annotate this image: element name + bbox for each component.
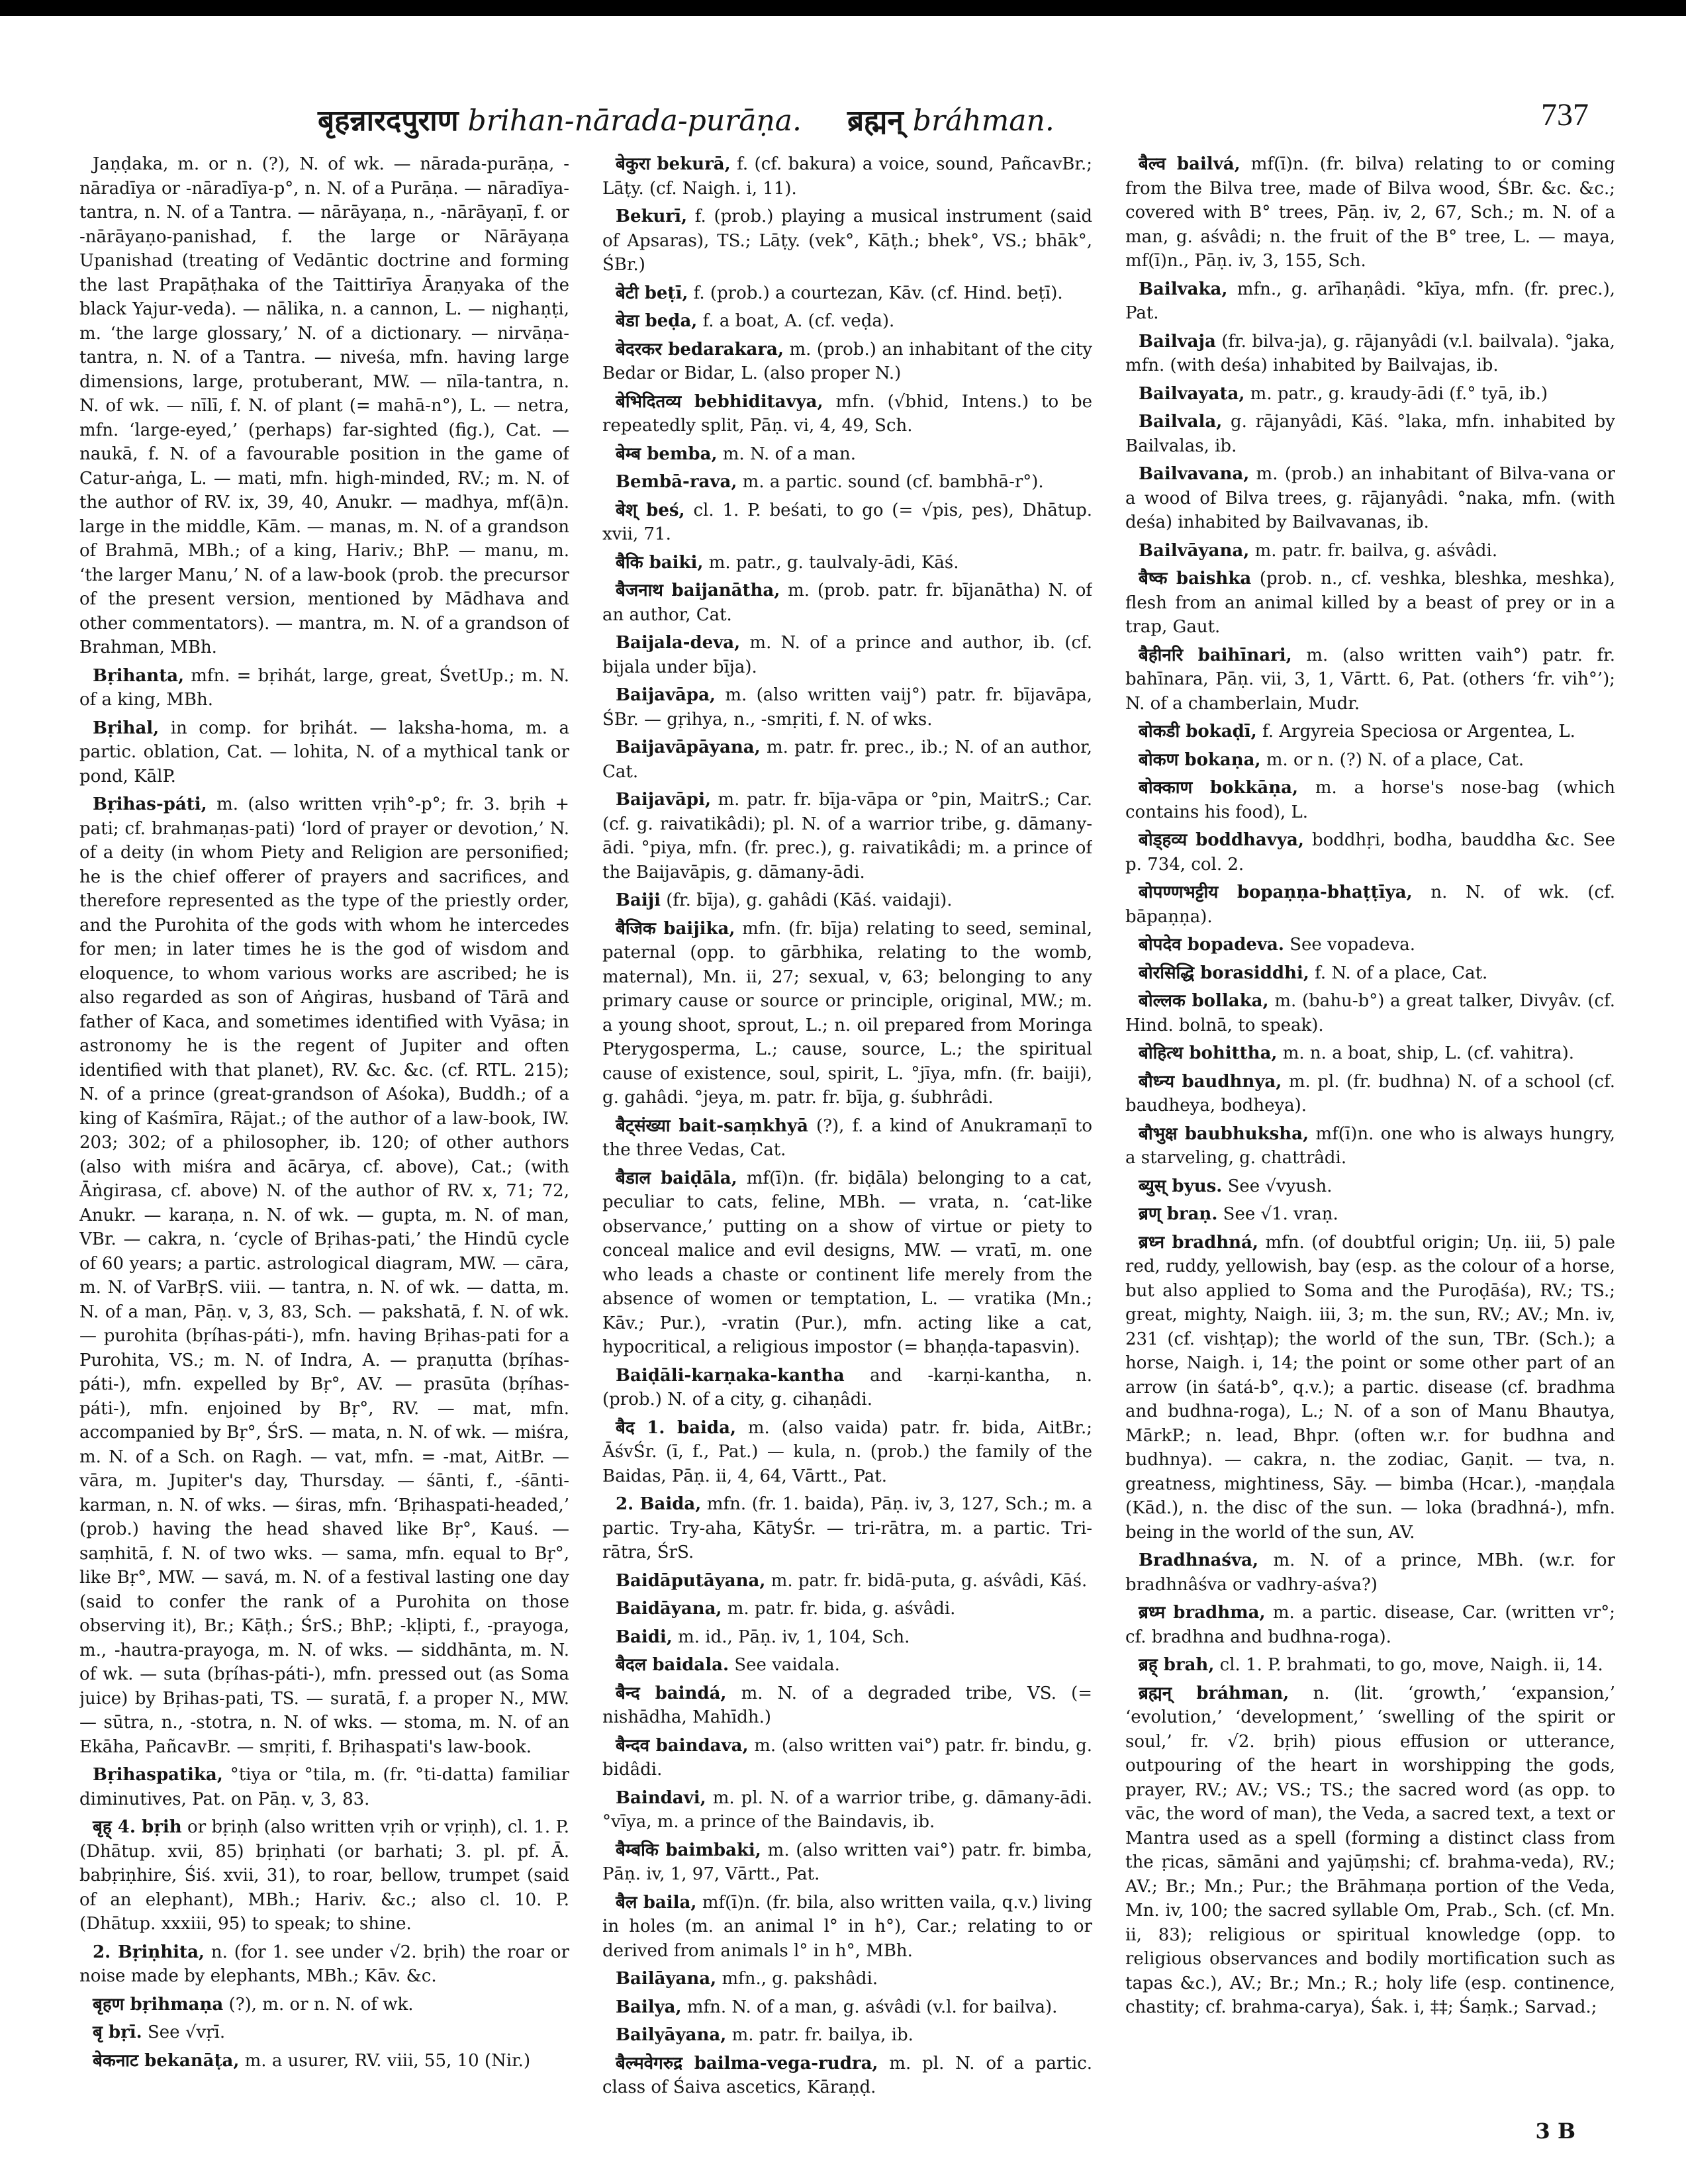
dictionary-entry	[79, 1815, 569, 1936]
header-center-devanagari: ब्रह्मन्	[847, 104, 904, 138]
entry-text: m. pl. (fr. budhna) N. of a school (cf. baudheya, bodheya).	[1125, 1071, 1615, 1116]
dictionary-entry	[602, 1786, 1092, 1834]
entry-headword: बैद 1. baida,	[616, 1417, 737, 1438]
dictionary-entry	[1125, 933, 1615, 957]
dictionary-entry	[1125, 1682, 1615, 2020]
column-middle	[602, 152, 1092, 2132]
dictionary-entry	[79, 664, 569, 712]
entry-headword: 2. Bṛiṇhita,	[93, 1942, 205, 1962]
header-left-translit: brihan-nārada-purāṇa.	[467, 104, 802, 138]
entry-text: m. patr. fr. bidā-puta, g. aśvâdi, Kāś.	[771, 1570, 1088, 1591]
dictionary-entry	[602, 1114, 1092, 1163]
entry-text: or bṛiṇh (also written vṛih or vṛiṇh), cl. 1. P. (Dhātup. xvii, 85) bṛiṇhati (or barhati; 3. pl. pf. Ā. babṛiṇhire, Śiś. xvii, 31), to roar, bellow, trumpet (said of an elephant), MBh.; Hariv. &c.; also cl. 10. P. (Dhātup. xxxiii, 95) to speak; to shine.	[79, 1817, 569, 1934]
dictionary-entry	[602, 551, 1092, 575]
entry-headword: Bailvaja	[1139, 331, 1216, 352]
entry-headword: बैल baila,	[616, 1892, 697, 1913]
dictionary-entry	[602, 1653, 1092, 1678]
dictionary-entry	[602, 1569, 1092, 1593]
entry-headword: Baidāyana,	[616, 1599, 722, 1619]
entry-text: mf(ī)n. one who is always hungry, a starveling, g. chattrâdi.	[1125, 1123, 1615, 1168]
entry-headword: Bailyāyana,	[616, 2025, 727, 2045]
entry-text: f. Argyreia Speciosa or Argentea, L.	[1262, 722, 1575, 741]
entry-headword: Bailvala,	[1139, 412, 1223, 432]
entry-text: m. N. of a man.	[722, 444, 857, 464]
dictionary-entry	[602, 442, 1092, 467]
entry-headword: Baidāputāyana,	[616, 1570, 766, 1591]
dictionary-entry	[602, 1891, 1092, 1964]
entry-headword: बैन्दव baindava,	[616, 1735, 749, 1756]
entry-headword: Baijavāpa,	[616, 685, 716, 705]
dictionary-entry	[602, 1597, 1092, 1621]
entry-text: n. (lit. ‘growth,’ ‘expansion,’ ‘evolution,’ ‘development,’ ‘swelling of the spirit or soul,’ fr. √2. bṛih) pious effusion or utterance, outpouring of the heart in worshipping the gods, prayer, RV.; AV.; VS.; TS.; the sacred word (as opp. to vāc, the word of man), the Veda, a sacred text, a text or Mantra used as a spell (forming a distinct class from the ṛicas, sāmāni and yajūṃshi; cf. brahma-veda), RV.; AV.; Br.; Mn.; Pur.; the Brāhmaṇa portion of the Veda, Mn. iv, 100; the sacred syllable Om, Prab., Sch. (cf. Mn. ii, 83); religious or spiritual knowledge (opp. to religious observances and bodily mortification such as tapas &c.), AV.; Br.; Mn.; R.; holy life (esp. continence, chastity; cf. brahma-carya), Śak. i, ‡‡; Śaṃk.; Sarvad.;	[1125, 1683, 1615, 2017]
entry-headword: Bṛihal,	[93, 718, 160, 738]
header-left-devanagari: बृहन्नारदपुराण	[318, 104, 459, 138]
dictionary-entry	[1125, 462, 1615, 535]
entry-text: and -karṇi-kantha, n. (prob.) N. of a city, g. cihaṇâdi.	[602, 1365, 1092, 1409]
entry-text: m. a partic. disease, Car. (written vr°; cf. bradhna and budhna-roga).	[1125, 1603, 1615, 1647]
entry-headword: बैकि baiki,	[616, 552, 704, 573]
entry-headword: बेकनाट bekanāṭa,	[93, 2050, 240, 2071]
entry-text: cl. 1. P. beśati, to go (= √pis, pes), Dhātup. xvii, 71.	[602, 500, 1092, 544]
entry-headword: बोकडी bokaḍī,	[1139, 722, 1257, 741]
entry-text: mfn., g. pakshâdi.	[722, 1969, 878, 1989]
dictionary-entry	[1125, 989, 1615, 1037]
entry-text: m. (also written vaih°) patr. fr. bahīnara, Pāṇ. vii, 3, 1, Vārtt. 6, Pat. (others ‘fr. vih°’); N. of a chamberlain, Mudr.	[1125, 645, 1615, 714]
entry-headword: Bembā-rava,	[616, 472, 737, 492]
entry-text: f. (cf. bakura) a voice, sound, PañcavBr.; Lāṭy. (cf. Naigh. i, 11).	[602, 154, 1092, 199]
dictionary-entry	[1125, 1653, 1615, 1678]
entry-headword: Baiji	[616, 890, 661, 910]
header-center-running-head	[847, 99, 1054, 139]
entry-headword: Bradhnaśva,	[1139, 1550, 1258, 1570]
entry-text: (?), m. or n. N. of wk.	[228, 1994, 414, 2015]
entry-headword: बृह् 4. bṛih	[93, 1817, 182, 1837]
entry-headword: बेटी beṭī,	[616, 283, 688, 303]
entry-text: m. (also written vṛih°-p°; fr. 3. bṛih + pati; cf. brahmaṇas-pati) ‘lord of prayer or devotion,’ N. of a deity (in whom Piety and Religion are personified; he is the chief offerer of prayers and sacrifices, and therefore represented as the type of the priestly order, and the Purohita of the gods with whom he intercedes for men; in later times he is the god of wisdom and eloquence, to whom various works are ascribed; he is also regarded as son of Aṅgiras, husband of Tārā and father of Kaca, and sometimes identified with Vyāsa; in astronomy he is the regent of Jupiter and often identified with that planet), RV. &c. &c. (cf. RTL. 215); N. of a prince (great-grandson of Aśoka), Buddh.; of a king of Kaśmīra, Rājat.; of the author of a law-book, IW. 203; 302; of a philosopher, ib. 120; of other authors (also with miśra and ācārya, cf. above), Cat.; (with Āṅgirasa, cf. above) N. of the author of RV. x, 71; 72, Anukr. — karaṇa, n. N. of wk. — gupta, m. N. of man, VBr. — cakra, n. ‘cycle of Bṛihas-pati,’ the Hindū cycle of 60 years; a partic. astrological diagram, MW. — cāra, m. N. of VarBṛS. viii. — tantra, n. N. of wk. — datta, m. N. of a man, Pāṇ. v, 3, 83, Sch. — pakshatā, f. N. of wk. — purohita (bṛíhas-páti-), mfn. having Bṛihas-pati for a Purohita, VS.; m. N. of Indra, A. — praṇutta (bṛíhas-páti-), mfn. expelled by Bṛ°, AV. — prasūta (bṛíhas-páti-), mfn. enjoined by Bṛ°, RV. — mat, mfn. accompanied by Bṛ°, ŚrS. — mata, n. N. of wk. — miśra, m. N. of a Sch. on Ragh. — vat, mfn. = -mat, AitBr. — vāra, m. Jupiter's day, Thursday. — śānti, f., -śānti-karman, n. N. of wks. — śiras, mfn. ‘Bṛihaspati-headed,’ (prob.) having the head shaved like Bṛ°, Kauś. — saṃhitā, f. N. of two wks. — sama, mfn. equal to Bṛ°, like Bṛ°, MW. — savá, m. N. of a festival lasting one day (said to confer the rank of a Purohita on those observing it), Br.; Kāṭh.; ŚrS.; BhP.; -kḷipti, f., -prayoga, m., -hautra-prayoga, m. N. of wks. — siddhānta, m. N. of wk. — suta (bṛíhas-páti-), mfn. pressed out (as Soma juice) by Bṛihas-pati, TS. — suratā, f. a proper N., MW. — sūtra, n., -stotra, n. N. of wks. — stoma, m. N. of an Ekāha, PañcavBr. — smṛiti, f. Bṛihaspati's law-book.	[79, 794, 569, 1757]
entry-text: m. pl. N. of a warrior tribe, g. dāmany-ādi. °vīya, m. a prince of the Baindavis, ib.	[602, 1787, 1092, 1832]
entry-text: (prob. n., cf. veshka, bleshka, meshka), flesh from an animal killed by a beast of prey or in a trap, Gaut.	[1125, 569, 1615, 637]
entry-text: boddhṛi, bodha, bauddha &c. See p. 734, col. 2.	[1125, 830, 1615, 875]
dictionary-entry	[602, 631, 1092, 679]
dictionary-entry	[79, 2049, 569, 2073]
entry-text: See √1. vraṇ.	[1223, 1204, 1338, 1224]
dictionary-entry	[602, 579, 1092, 627]
dictionary-entry	[1125, 776, 1615, 824]
dictionary-entry	[602, 917, 1092, 1110]
dictionary-entry	[79, 152, 569, 660]
dictionary-entry	[1125, 643, 1615, 716]
entry-headword: बोल्लक bollaka,	[1139, 991, 1269, 1011]
entry-text: m. n. a boat, ship, L. (cf. vahitra).	[1282, 1043, 1575, 1063]
dictionary-entry	[1125, 828, 1615, 877]
entry-headword: Baijavāpāyana,	[616, 737, 761, 757]
entry-text: f. (prob.) playing a musical instrument (said of Apsaras), TS.; Lāṭy. (vek°, Kāṭh.; bhek°, VS.; bhāk°, ŚBr.)	[602, 207, 1092, 275]
dictionary-entry	[79, 792, 569, 1759]
entry-headword: Bṛihanta,	[93, 665, 185, 686]
entry-text: m. patr., g. kraudy-ādi (f.° tyā, ib.)	[1250, 383, 1548, 404]
dictionary-entry	[79, 2020, 569, 2045]
entry-text: See √vṛī.	[147, 2022, 226, 2042]
dictionary-entry	[1125, 277, 1615, 326]
entry-headword: Bailvayata,	[1139, 383, 1245, 404]
dictionary-entry	[1125, 1601, 1615, 1649]
entry-text: m. (bahu-b°) a great talker, Divyâv. (cf. Hind. bolnā, to speak).	[1125, 991, 1615, 1035]
entry-text: f. a boat, A. (cf. veḍa).	[702, 311, 895, 331]
entry-headword: बैम्बकि baimbaki,	[616, 1840, 761, 1860]
entry-text: m. (prob.) an inhabitant of the city Bedar or Bidar, L. (also proper N.)	[602, 339, 1092, 383]
entry-headword: बोरसिद्धि borasiddhi,	[1139, 963, 1309, 983]
dictionary-entry	[1125, 1548, 1615, 1597]
column-left	[79, 152, 569, 2132]
entry-text: m. patr., g. taulvaly-ādi, Kāś.	[708, 552, 959, 573]
entry-text: (?), f. a kind of Anukramaṇī to the three Vedas, Cat.	[602, 1116, 1092, 1160]
signature-mark: 3 B	[1535, 2118, 1575, 2144]
dictionary-entry	[602, 1625, 1092, 1650]
top-scan-border	[0, 0, 1686, 16]
dictionary-entry	[79, 1940, 569, 1989]
entry-headword: बेकुरा bekurā,	[616, 154, 731, 174]
entry-text: m. N. of a prince, MBh. (w.r. for bradhnâśva or vadhry-aśva?)	[1125, 1550, 1615, 1595]
entry-headword: Bailvaka,	[1139, 279, 1228, 299]
entry-headword: बैजिक baijika,	[616, 918, 735, 939]
entry-text: m. (prob. patr. fr. bījanātha) N. of an author, Cat.	[602, 581, 1092, 625]
dictionary-entry	[602, 683, 1092, 732]
entry-headword: Baiḍāli-karṇaka-kantha	[616, 1365, 845, 1386]
entry-headword: ब्युस् byus.	[1139, 1176, 1223, 1196]
entry-headword: Baijala-deva,	[616, 633, 741, 653]
entry-headword: ब्रण् braṇ.	[1139, 1204, 1218, 1224]
entry-headword: बेभिदितव्य bebhiditavya,	[616, 391, 823, 412]
entry-headword: बृहण bṛihmaṇa	[93, 1994, 224, 2015]
dictionary-entry	[1125, 1202, 1615, 1227]
entry-headword: बैष्क baishka	[1139, 569, 1252, 589]
entry-text: m. patr. fr. bīja-vāpa or °pin, MaitrS.; Car. (cf. g. raivatikâdi); pl. N. of a warrior tribe, g. dāmany-ādi. °piya, mfn. (fr. prec.), g. raivatikâdi; m. a prince of the Baijavāpis, g. dāmany-ādi.	[602, 790, 1092, 882]
entry-headword: बैजनाथ baijanātha,	[616, 581, 780, 600]
entry-text: m. patr. fr. bailva, g. aśvâdi.	[1254, 540, 1498, 561]
entry-headword: Baindavi,	[616, 1787, 706, 1808]
entry-text: mfn. (fr. bīja) relating to seed, seminal, paternal (opp. to gārbhika, relating to the womb, maternal), Mn. ii, 27; sexual, v, 63; belonging to any primary cause or source or principle, original, MW.; m. a young shoot, sprout, L.; n. oil prepared from Moringa Pterygosperma, L.; cause, source, L.; the spiritual cause of existence, soul, spirit, L. °jīya, mfn. (fr. baiji), g. gahâdi. °jeya, m. patr. fr. bīja, g. śubhrâdi.	[602, 918, 1092, 1108]
dictionary-entry	[602, 281, 1092, 306]
entry-headword: बैडाल baiḍāla,	[616, 1168, 737, 1188]
dictionary-entry	[602, 1364, 1092, 1412]
entry-text: mf(ī)n. (fr. bila, also written vaila, q.v.) living in holes (m. an animal l° in h°), Car.; relating to or derived from animals l° in h°, MBh.	[602, 1892, 1092, 1961]
entry-text: mf(ī)n. (fr. bilva) relating to or coming from the Bilva tree, made of Bilva wood, ŚBr. &c. &c.; covered with B° trees, Pāṇ. iv, 2, 67, Sch.; m. N. of a man, g. aśvâdi; n. the fruit of the B° tree, L. — maya, mf(ī)n., Pāṇ. iv, 3, 155, Sch.	[1125, 154, 1615, 271]
entry-text: m. (also written vaij°) patr. fr. bījavāpa, ŚBr. — gṛihya, n., -smṛiti, f. N. of wks.	[602, 685, 1092, 730]
entry-headword: बौध्न्य baudhnya,	[1139, 1071, 1282, 1092]
entry-text: m. (also written vai°) patr. fr. bindu, g. bidâdi.	[602, 1735, 1092, 1780]
entry-headword: Bṛihaspatika,	[93, 1765, 223, 1785]
dictionary-entry	[602, 888, 1092, 913]
entry-headword: बोहित्थ bohittha,	[1139, 1043, 1278, 1063]
entry-headword: बैदल baidala.	[616, 1655, 729, 1675]
entry-text: Jaṇḍaka, m. or n. (?), N. of wk. — nārada-purāṇa, -nāradīya or -nāradīya-p°, n. N. of a Purāṇa. — nāradīya-tantra, n. N. of a Tantra. — nārāyaṇa, n., -nārāyaṇī, f. or -nārāyaṇo-panishad, f. the large or Nārāyaṇa Upanishad (treating of Vedāntic doctrine and forming the last Prapāṭhaka of the Taittirīya Āraṇyaka of the black Yajur-veda). — nālika, n. a cannon, L. — nighaṇṭi, m. ‘the large glossary,’ N. of a dictionary. — nirvāṇa-tantra, n. N. of a Tantra. — niveśa, mfn. having large dimensions, large, protuberant, MW. — nīla-tantra, n. N. of wk. — nīlī, f. N. of plant (= mahā-n°), L. — netra, mfn. ‘large-eyed,’ (perhaps) far-sighted (fig.), Cat. — naukā, f. N. of a favourable position in the game of Catur-aṅga, L. — mati, mfn. high-minded, RV.; m. N. of the author of RV. ix, 39, 40, Anukr. — madhya, mf(ā)n. large in the middle, Kām. — manas, m. N. of a grandson of Brahmā, MBh.; of a king, Hariv.; BhP. — manu, m. ‘the larger Manu,’ N. of a law-book (prob. the precursor of the present version, mentioned by Mādhava and other commentators). — mantra, m. N. of a grandson of Brahman, MBh.	[79, 154, 569, 657]
dictionary-entry	[602, 1734, 1092, 1782]
dictionary-entry	[602, 788, 1092, 884]
entry-headword: Bailvāyana,	[1139, 540, 1250, 561]
entry-text: m. a usurer, RV. viii, 55, 10 (Nir.)	[244, 2050, 531, 2071]
entry-text: mfn. (of doubtful origin; Uṇ. iii, 5) pale red, ruddy, yellowish, bay (esp. as the colour of a horse, but also applied to Soma and the Puroḍāśa), RV.; TS.; great, mighty, Naigh. iii, 3; m. the sun, RV.; AV.; Mn. iv, 231 (cf. vishṭap); the world of the sun, TBr. (Sch.); a horse, Naigh. i, 14; the point or some other part of an arrow (in śatá-b°, q.v.); a partic. disease (cf. bradhma and budhna-roga), L.; N. of a son of Manu Bhautya, MārkP.; n. lead, Bhpr. (often w.r. for budhna and budhnya). — cakra, n. the zodiac, Gaṇit. — tva, n. greatness, mightiness, Sāy. — bimba (Hcar.), -maṇḍala (Kād.), n. the disc of the sun. — loka (bradhná-), mfn. being in the world of the sun, AV.	[1125, 1232, 1615, 1543]
entry-headword: ब्रध्न bradhná,	[1139, 1232, 1258, 1253]
dictionary-entry	[79, 1993, 569, 2017]
entry-headword: Baidi,	[616, 1627, 673, 1647]
dictionary-entry	[1125, 880, 1615, 929]
dictionary-entry	[602, 499, 1092, 547]
entry-text: mfn., g. arīhaṇâdi. °kīya, mfn. (fr. prec.), Pat.	[1125, 279, 1615, 323]
entry-text: m. N. of a prince and author, ib. (cf. bijala under bīja).	[602, 633, 1092, 677]
entry-text: m. (also written vai°) patr. fr. bimba, Pāṇ. iv, 1, 97, Vārtt., Pat.	[602, 1840, 1092, 1884]
dictionary-entry	[602, 1838, 1092, 1887]
entry-columns	[79, 152, 1615, 2138]
entry-text: mfn. = bṛihát, large, great, ŚvetUp.; m. N. of a king, MBh.	[79, 665, 569, 710]
dictionary-entry	[1125, 1231, 1615, 1545]
entry-headword: Baijavāpi,	[616, 790, 712, 810]
entry-text: g. rājanyâdi, Kāś. °laka, mfn. inhabited by Bailvalas, ib.	[1125, 412, 1615, 456]
entry-text: m. a horse's nose-bag (which contains his food), L.	[1125, 778, 1615, 822]
dictionary-entry	[602, 205, 1092, 277]
entry-headword: बेश् beś,	[616, 500, 685, 520]
entry-text: n. N. of wk. (cf. bāpaṇṇa).	[1125, 882, 1615, 927]
entry-text: f. N. of a place, Cat.	[1315, 963, 1488, 983]
entry-text: (fr. bilva-ja), g. rājanyâdi (v.l. bailvala). °jaka, mfn. (with deśa) inhabited by Bailvajas, ib.	[1125, 331, 1615, 375]
entry-headword: Bekurī,	[616, 207, 688, 226]
entry-text: m. pl. N. of a partic. class of Śaiva ascetics, Kāraṇḍ.	[602, 2053, 1092, 2097]
dictionary-entry	[1125, 1174, 1615, 1199]
entry-headword: बेम्ब bemba,	[616, 444, 718, 464]
entry-text: m. or n. (?) N. of a place, Cat.	[1266, 749, 1524, 770]
entry-text: cl. 1. P. brahmati, to go, move, Naigh. ii, 14.	[1219, 1655, 1603, 1675]
entry-headword: बेडा beḍa,	[616, 311, 698, 331]
entry-headword: ब्रध्म bradhma,	[1139, 1603, 1266, 1623]
dictionary-entry	[602, 338, 1092, 386]
dictionary-entry	[1125, 961, 1615, 986]
header-left-running-head	[318, 99, 802, 139]
entry-headword: बैल्मवेगरुद्र bailma-vega-rudra,	[616, 2053, 878, 2073]
dictionary-entry	[602, 1967, 1092, 1991]
dictionary-entry	[602, 1995, 1092, 2020]
dictionary-entry	[1125, 410, 1615, 458]
header-center-translit: bráhman.	[912, 104, 1054, 138]
dictionary-entry	[79, 1763, 569, 1811]
entry-text: m. patr. fr. bailya, ib.	[731, 2025, 913, 2045]
entry-text: See √vyush.	[1227, 1176, 1333, 1196]
entry-text: m. a partic. sound (cf. bambhā-r°).	[742, 472, 1044, 492]
entry-headword: बेदरकर bedarakara,	[616, 339, 784, 359]
dictionary-entry	[79, 716, 569, 789]
entry-text: mfn. N. of a man, g. aśvâdi (v.l. for bailva).	[686, 1997, 1058, 2017]
entry-text: m. (prob.) an inhabitant of Bilva-vana or a wood of Bilva trees, g. rājanyâdi. °naka, mfn. (with deśa) inhabited by Bailvavanas, ib.	[1125, 464, 1615, 532]
entry-headword: ब्रह् brah,	[1139, 1655, 1215, 1675]
dictionary-entry	[602, 152, 1092, 201]
dictionary-entry	[1125, 1070, 1615, 1118]
dictionary-entry	[1125, 567, 1615, 640]
entry-headword: बैट्संख्या bait-saṃkhyā	[616, 1116, 808, 1136]
entry-text: n. (for 1. see under √2. bṛih) the roar or noise made by elephants, MBh.; Kāv. &c.	[79, 1942, 569, 1986]
entry-text: (fr. bīja), g. gahâdi (Kāś. vaidaji).	[666, 890, 953, 910]
dictionary-entry	[1125, 1041, 1615, 1066]
dictionary-entry	[1125, 720, 1615, 744]
entry-text: f. (prob.) a courtezan, Kāv. (cf. Hind. beṭī).	[693, 283, 1063, 303]
entry-headword: 2. Baida,	[616, 1494, 702, 1514]
entry-headword: ब्रह्मन् bráhman,	[1139, 1683, 1289, 1703]
entry-headword: Bailya,	[616, 1997, 682, 2017]
entry-text: mf(ī)n. (fr. biḍāla) belonging to a cat, peculiar to cats, feline, MBh. — vrata, n. ‘cat-like observance,’ putting on a show of virtue or piety to conceal malice and evil designs, MW. — vratī, m. one who leads a chaste or continent life merely from the absence of women or temptation, L. — vratika (Mn.; Kāv.; Pur.), -vratin (Pur.), mfn. acting like a cat, hypocritical, a religious impostor (= bhaṇḍa-tapasvin).	[602, 1168, 1092, 1357]
entry-text: °tiya or °tila, m. (fr. °ti-datta) familiar diminutives, Pat. on Pāṇ. v, 3, 83.	[79, 1765, 569, 1809]
dictionary-entry	[1125, 382, 1615, 406]
entry-headword: बृ bṛī.	[93, 2022, 142, 2042]
entry-headword: बोक्काण bokkāṇa,	[1139, 778, 1299, 798]
page-header	[79, 93, 1615, 146]
dictionary-entry	[1125, 152, 1615, 273]
dictionary-entry	[602, 470, 1092, 495]
dictionary-entry	[602, 1416, 1092, 1489]
dictionary-entry	[602, 736, 1092, 784]
entry-headword: बैन्द baindá,	[616, 1683, 727, 1703]
dictionary-entry	[1125, 1122, 1615, 1170]
entry-text: mfn. (√bhid, Intens.) to be repeatedly split, Pāṇ. vi, 4, 49, Sch.	[602, 391, 1092, 436]
page-number: 737	[1541, 97, 1589, 132]
dictionary-entry	[1125, 330, 1615, 378]
entry-headword: बैल्व bailvá,	[1139, 154, 1241, 174]
entry-text: m. patr. fr. bida, g. aśvâdi.	[727, 1599, 956, 1619]
entry-text: in comp. for bṛihát. — laksha-homa, m. a partic. oblation, Cat. — lohita, N. of a mythical tank or pond, KālP.	[79, 718, 569, 786]
dictionary-page	[79, 93, 1615, 2158]
dictionary-entry	[602, 1682, 1092, 1730]
entry-headword: बौभुक्ष baubhuksha,	[1139, 1123, 1309, 1144]
entry-headword: Bailvavana,	[1139, 464, 1250, 484]
entry-text: m. N. of a degraded tribe, VS. (= nishādha, Mahīdh.)	[602, 1683, 1092, 1727]
dictionary-entry	[602, 1492, 1092, 1565]
dictionary-entry	[602, 390, 1092, 438]
dictionary-entry	[602, 1166, 1092, 1360]
entry-headword: Bailāyana,	[616, 1969, 717, 1989]
dictionary-entry	[602, 2023, 1092, 2048]
dictionary-entry	[602, 309, 1092, 334]
entry-headword: बोपण्णभट्टीय bopaṇṇa-bhaṭṭīya,	[1139, 882, 1413, 902]
entry-text: m. id., Pāṇ. iv, 1, 104, Sch.	[678, 1627, 910, 1647]
entry-headword: बोकण bokaṇa,	[1139, 749, 1261, 770]
entry-text: See vaidala.	[734, 1655, 840, 1675]
entry-text: m. patr. fr. prec., ib.; N. of an author, Cat.	[602, 737, 1092, 782]
entry-headword: बोड्हव्य boddhavya,	[1139, 830, 1304, 850]
entry-text: m. (also vaida) patr. fr. bida, AitBr.; ĀśvŚr. (ī, f., Pat.) — kula, n. (prob.) the family of the Baidas, Pāṇ. ii, 4, 64, Vārtt., Pat.	[602, 1417, 1092, 1486]
entry-headword: Bṛihas-páti,	[93, 794, 207, 814]
dictionary-entry	[602, 2052, 1092, 2100]
entry-headword: बोपदेव bopadeva.	[1139, 935, 1284, 955]
column-right	[1125, 152, 1615, 2132]
entry-text: mfn. (fr. 1. baida), Pāṇ. iv, 3, 127, Sch.; m. a partic. Try-aha, KātyŚr. — tri-rātra, m. a partic. Tri-rātra, ŚrS.	[602, 1494, 1092, 1562]
dictionary-entry	[1125, 748, 1615, 773]
entry-text: See vopadeva.	[1289, 935, 1416, 955]
dictionary-entry	[1125, 539, 1615, 563]
entry-headword: बैहीनरि baihīnari,	[1139, 645, 1292, 665]
